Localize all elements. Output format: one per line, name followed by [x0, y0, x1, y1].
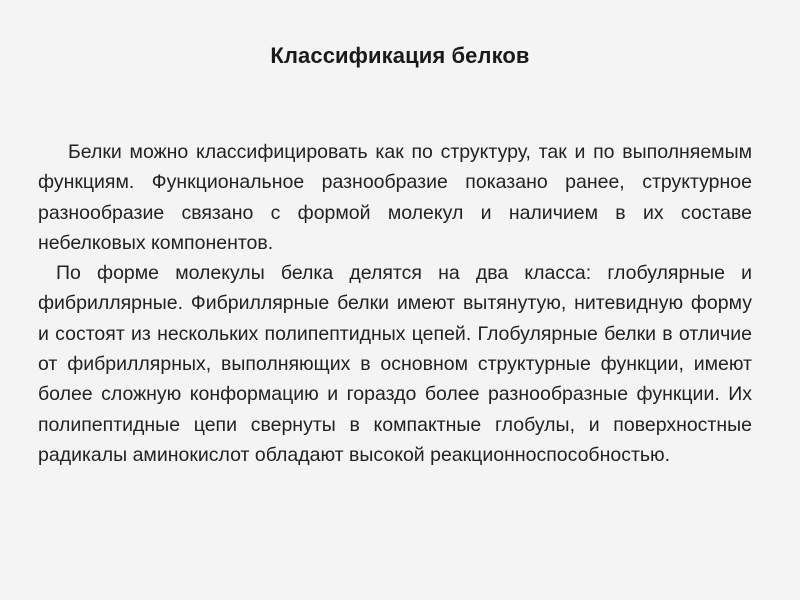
slide-title: Классификация белков [270, 43, 530, 68]
body-paragraph-2: По форме молекулы белка делятся на два класса: глобулярные и фибриллярные. Фибриллярные белки имеют вытянутую, нитевидную форму и состоят из нескольких полипептидных цепей. Глобулярные белки в отличие от фибриллярных, выполняющих в основном структурные функции, имеют более сложную конформацию и гораздо более разнообразные функции. Их полипептидные цепи свернуты в компактные глобулы, и поверхностные радикалы аминокислот обладают высокой реакционноспособностью. [38, 262, 752, 466]
body-paragraph-1: Белки можно классифицировать как по структуру, так и по выполняемым функциям. Функциональное разнообразие показано ранее, структурное разнообразие связано с формой молекул и наличием в их составе небелковых компонентов. [38, 141, 752, 254]
slide-body [38, 137, 752, 470]
